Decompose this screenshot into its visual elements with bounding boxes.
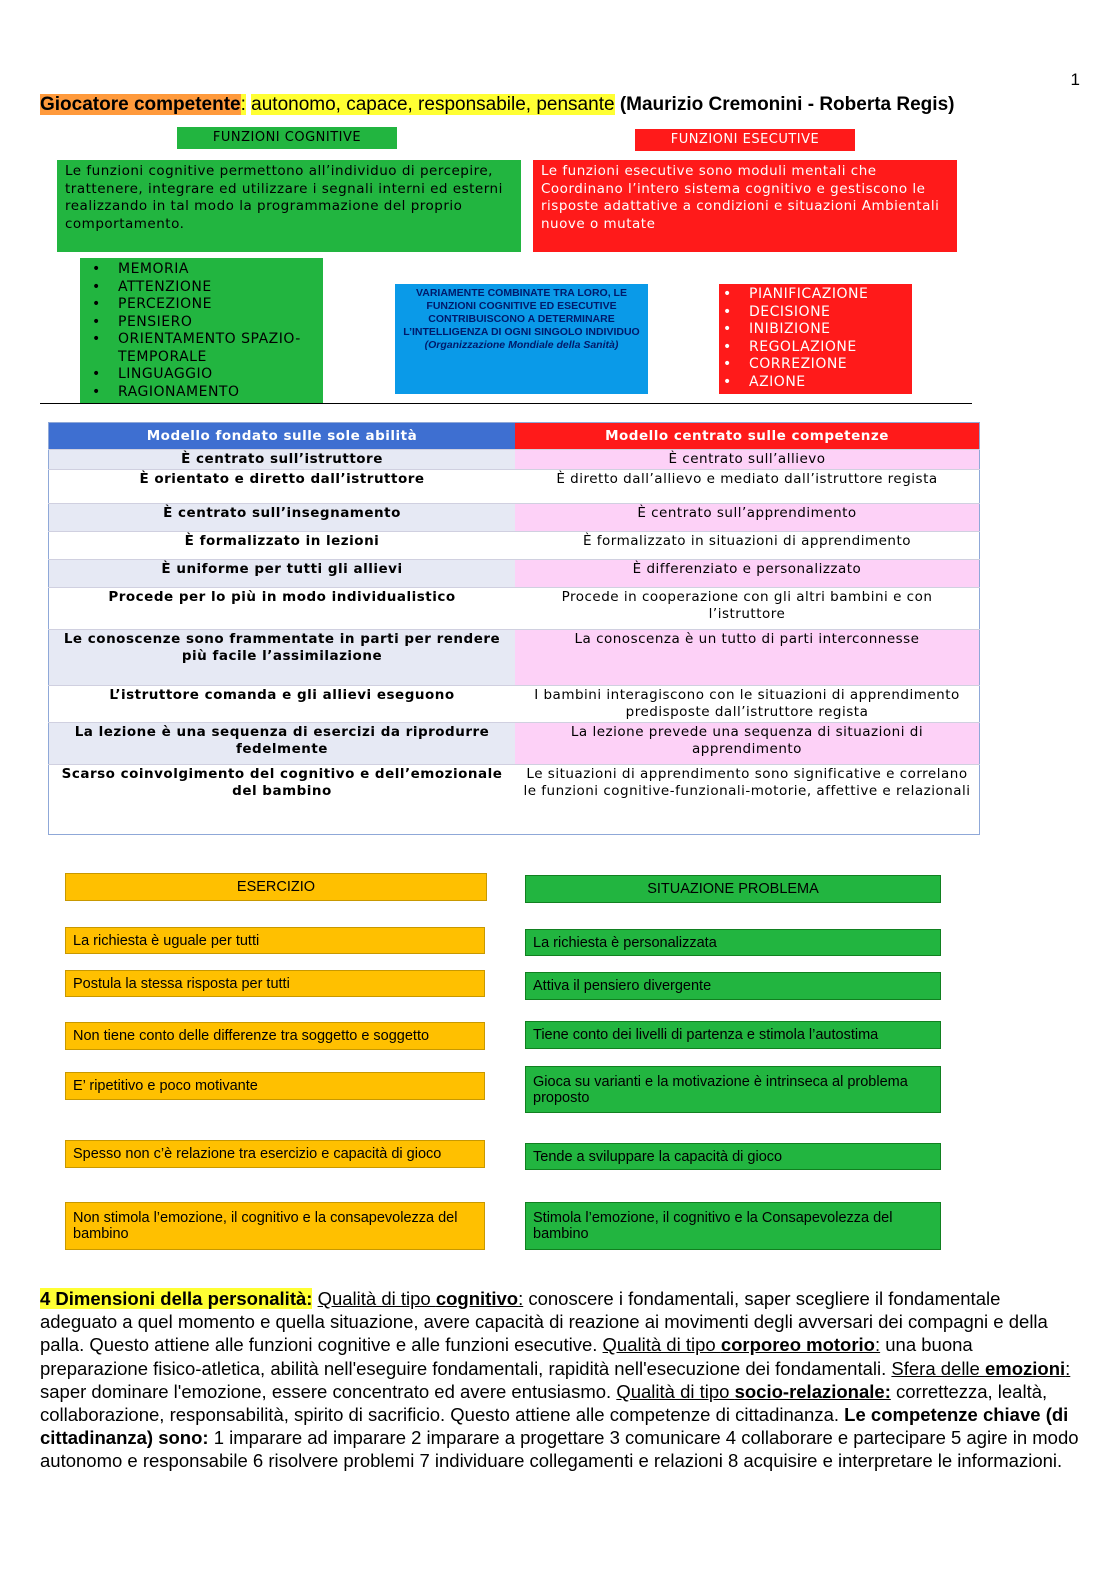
competence-model-cell: È formalizzato in situazioni di apprendimento	[515, 532, 980, 560]
cognitive-description: Le funzioni cognitive permettono all’individuo di percepire, trattenere, integrare ed utilizzare i segnali interni ed esterni realizzando in tal modo la programmazione del proprio comportamento.	[57, 160, 521, 252]
executive-function-item: • CORREZIONE	[749, 356, 906, 374]
cognitive-list-box	[80, 258, 323, 403]
cognitive-function-item: • ORIENTAMENTO SPAZIO-TEMPORALE	[118, 331, 317, 366]
page-title	[40, 94, 954, 116]
exercise-header: ESERCIZIO	[65, 873, 487, 901]
skills-model-cell: Procede per lo più in modo individualistico	[49, 588, 516, 630]
quality-social-text: correttezza, lealtà, collaborazione, responsabilità, spirito di sacrificio. Questo attiene alle competenze di cittadinanza.	[40, 1380, 1048, 1426]
competence-model-cell: È diretto dall’allievo e mediato dall’istruttore regista	[515, 470, 980, 504]
quality-cognitive-text: conoscere i fondamentali, saper scegliere il fondamentale adeguato a quel momento e quella situazione, avere capacità di reazione ai movimenti degli avversari dei compagni e della palla. Questo attiene alle funzioni cognitive e alle funzioni esecutive.	[40, 1288, 1048, 1356]
title-main: Giocatore competente	[40, 94, 241, 115]
cognitive-function-item: • ATTENZIONE	[118, 279, 317, 297]
executive-list	[725, 286, 906, 391]
executive-function-item: • AZIONE	[749, 374, 906, 392]
comparison-row	[49, 470, 980, 504]
title-subtitle: autonomo, capace, responsabile, pensante	[251, 94, 615, 115]
competence-model-cell: La lezione prevede una sequenza di situazioni di apprendimento	[515, 723, 980, 765]
model-comparison-table	[48, 422, 980, 835]
competence-model-cell: Procede in cooperazione con gli altri bambini e con l’istruttore	[515, 588, 980, 630]
key-competences-label: Le competenze chiave (di cittadinanza) sono:	[40, 1404, 1069, 1449]
competence-model-cell: La conoscenza è un tutto di parti interconnesse	[515, 630, 980, 686]
quality-cognitive-label: Qualità di tipo cognitivo:	[317, 1288, 524, 1309]
executive-header: FUNZIONI ESECUTIVE	[635, 129, 855, 151]
problem-situation-item: Tiene conto dei livelli di partenza e stimola l’autostima	[525, 1021, 941, 1049]
comparison-row	[49, 723, 980, 765]
key-competences-text: 1 imparare ad imparare 2 imparare a progettare 3 comunicare 4 collaborare e partecipare 5 agire in modo autonomo e responsabile 6 risolvere problemi 7 individuare collegamenti e relazioni 8 acquisire e interpretare le informazioni.	[40, 1427, 1079, 1472]
intelligence-source: (Organizzazione Mondiale della Sanità)	[424, 339, 619, 351]
cognitive-function-item: • PENSIERO	[118, 314, 317, 332]
problem-situation-item: Attiva il pensiero divergente	[525, 972, 941, 1000]
executive-function-item: • INIBIZIONE	[749, 321, 906, 339]
comparison-row	[49, 630, 980, 686]
competence-model-cell: I bambini interagiscono con le situazioni di apprendimento predisposte dall’istruttore regista	[515, 686, 980, 723]
skills-model-cell: È centrato sull’istruttore	[49, 450, 516, 470]
comparison-row	[49, 560, 980, 588]
executive-function-item: • PIANIFICAZIONE	[749, 286, 906, 304]
executive-list-box	[719, 284, 912, 394]
comparison-row	[49, 450, 980, 470]
exercise-item: La richiesta è uguale per tutti	[65, 927, 485, 954]
exercise-item: Spesso non c’è relazione tra esercizio e capacità di gioco	[65, 1140, 485, 1168]
problem-situation-item: Tende a sviluppare la capacità di gioco	[525, 1143, 941, 1170]
comparison-row	[49, 504, 980, 532]
competence-model-cell: È differenziato e personalizzato	[515, 560, 980, 588]
exercise-item: E’ ripetitivo e poco motivante	[65, 1072, 485, 1100]
cognitive-function-item: • LINGUAGGIO	[118, 366, 317, 384]
competence-model-cell: È centrato sull’allievo	[515, 450, 980, 470]
executive-function-item: • DECISIONE	[749, 304, 906, 322]
intelligence-text: VARIAMENTE COMBINATE TRA LORO, LE FUNZIONI COGNITIVE ED ESECUTIVE CONTRIBUISCONO A DETERMINARE L’INTELLIGENZA DI OGNI SINGOLO INDIVIDUO	[403, 287, 640, 338]
skills-model-cell: Le conoscenze sono frammentate in parti per rendere più facile l’assimilazione	[49, 630, 516, 686]
competence-model-cell: È centrato sull’apprendimento	[515, 504, 980, 532]
quality-emotion-label: Sfera delle emozioni:	[891, 1357, 1071, 1379]
divider	[40, 403, 972, 404]
quality-emotion-text: saper dominare l'emozione, essere concentrato ed avere entusiasmo.	[40, 1380, 617, 1402]
cognitive-function-item: • RAGIONAMENTO	[118, 384, 317, 402]
exercise-item: Non stimola l’emozione, il cognitivo e la consapevolezza del bambino	[65, 1202, 485, 1250]
skills-model-cell: L’istruttore comanda e gli allievi eseguono	[49, 686, 516, 723]
paragraph-heading: 4 Dimensioni della personalità:	[40, 1288, 313, 1309]
problem-header: SITUAZIONE PROBLEMA	[525, 875, 941, 903]
title-authors: (Maurizio Cremonini - Roberta Regis)	[619, 94, 955, 115]
skills-model-cell: La lezione è una sequenza di esercizi da riprodurre fedelmente	[49, 723, 516, 765]
comparison-row	[49, 588, 980, 630]
skills-model-cell: Scarso coinvolgimento del cognitivo e dell’emozionale del bambino	[49, 765, 516, 835]
quality-social-label: Qualità di tipo socio-relazionale:	[616, 1380, 891, 1402]
executive-function-item: • REGOLAZIONE	[749, 339, 906, 357]
personality-paragraph	[40, 1287, 1080, 1473]
problem-situation-item: La richiesta è personalizzata	[525, 929, 941, 956]
competence-model-cell: Le situazioni di apprendimento sono significative e correlano le funzioni cognitive-funzionali-motorie, affettive e relazionali	[515, 765, 980, 835]
exercise-item: Postula la stessa risposta per tutti	[65, 970, 485, 997]
comparison-row	[49, 532, 980, 560]
cognitive-header: FUNZIONI COGNITIVE	[177, 127, 397, 149]
executive-description: Le funzioni esecutive sono moduli mentali che Coordinano l’intero sistema cognitivo e gestiscono le risposte adattative a condizioni e situazioni Ambientali nuove o mutate	[533, 160, 957, 252]
problem-situation-item: Gioca su varianti e la motivazione è intrinseca al problema proposto	[525, 1066, 941, 1113]
quality-motor-label: Qualità di tipo corporeo motorio:	[602, 1334, 881, 1356]
skills-model-cell: È uniforme per tutti gli allievi	[49, 560, 516, 588]
skills-model-cell: È formalizzato in lezioni	[49, 532, 516, 560]
skills-model-cell: È centrato sull’insegnamento	[49, 504, 516, 532]
page-number: 1	[1070, 70, 1080, 89]
quality-motor-text: una buona preparazione fisico-atletica, abilità nell'eseguire fondamentali, rapidità nell'esecuzione dei fondamentali.	[40, 1334, 973, 1379]
comparison-row	[49, 686, 980, 723]
cognitive-function-item: • MEMORIA	[118, 261, 317, 279]
right-model-header: Modello centrato sulle competenze	[515, 423, 980, 450]
title-colon: :	[240, 94, 246, 115]
comparison-row	[49, 765, 980, 835]
intelligence-box	[395, 284, 648, 394]
cognitive-list	[86, 261, 317, 401]
left-model-header: Modello fondato sulle sole abilità	[49, 423, 516, 450]
exercise-item: Non tiene conto delle differenze tra soggetto e soggetto	[65, 1022, 485, 1050]
cognitive-function-item: • PERCEZIONE	[118, 296, 317, 314]
skills-model-cell: È orientato e diretto dall’istruttore	[49, 470, 516, 504]
problem-situation-item: Stimola l’emozione, il cognitivo e la Consapevolezza del bambino	[525, 1202, 941, 1250]
